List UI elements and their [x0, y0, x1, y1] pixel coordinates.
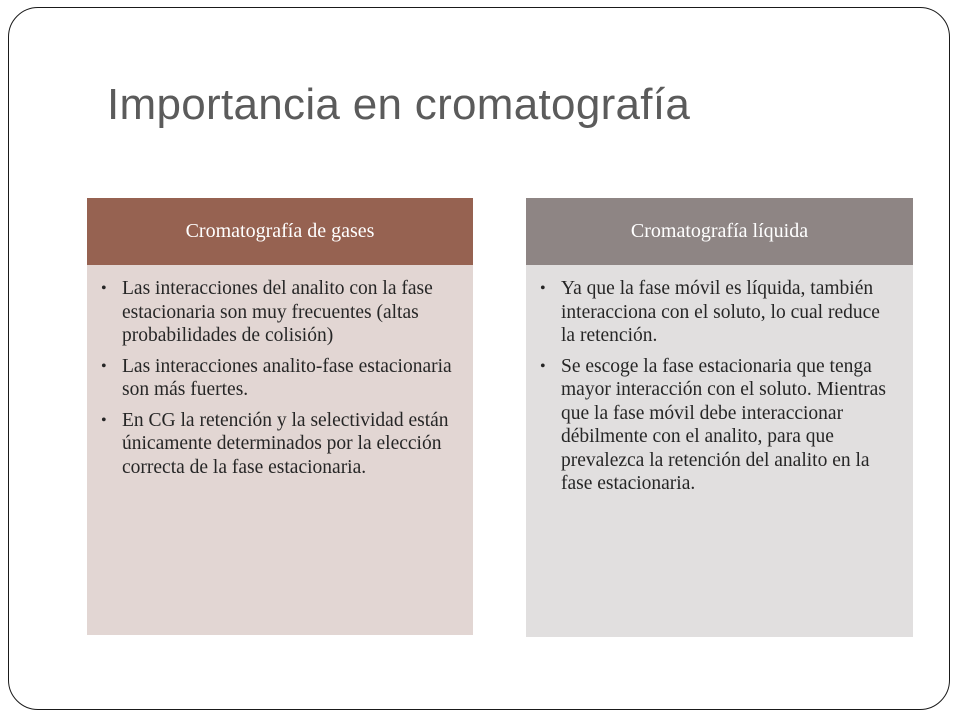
bullet-icon: • — [101, 357, 107, 375]
list-item — [101, 355, 453, 402]
list-item — [540, 355, 893, 496]
panel-body-gases — [87, 265, 473, 635]
bullet-text: Las interacciones del analito con la fase estacionaria son muy frecuentes (altas probabilidades de colisión) — [122, 278, 433, 346]
panel-cromatografia-liquida — [526, 198, 913, 637]
bullet-list-gases — [101, 277, 453, 479]
bullet-text: Las interacciones analito-fase estacionaria son más fuertes. — [122, 355, 452, 400]
bullet-icon: • — [101, 411, 107, 429]
bullet-text: En CG la retención y la selectividad están únicamente determinados por la elección correcta de la fase estacionaria. — [122, 409, 449, 478]
bullet-text: Ya que la fase móvil es líquida, también interacciona con el soluto, lo cual reduce la retención. — [561, 278, 880, 346]
list-item — [101, 277, 453, 348]
list-item — [540, 277, 893, 348]
list-item — [101, 409, 453, 480]
panel-body-liquida — [526, 265, 913, 637]
panel-cromatografia-gases — [87, 198, 473, 635]
bullet-list-liquida — [540, 277, 893, 496]
bullet-text: Se escoge la fase estacionaria que tenga mayor interacción con el soluto. Mientras que la fase móvil debe interaccionar débilmente con el analito, para que prevalezca la retención del analito en la fase estacionaria. — [561, 355, 886, 494]
bullet-icon: • — [540, 357, 546, 375]
panel-header-gases: Cromatografía de gases — [87, 198, 473, 265]
slide-title: Importancia en cromatografía — [107, 80, 691, 129]
bullet-icon: • — [101, 280, 107, 297]
bullet-icon: • — [540, 280, 546, 297]
panel-header-liquida: Cromatografía líquida — [526, 198, 913, 265]
